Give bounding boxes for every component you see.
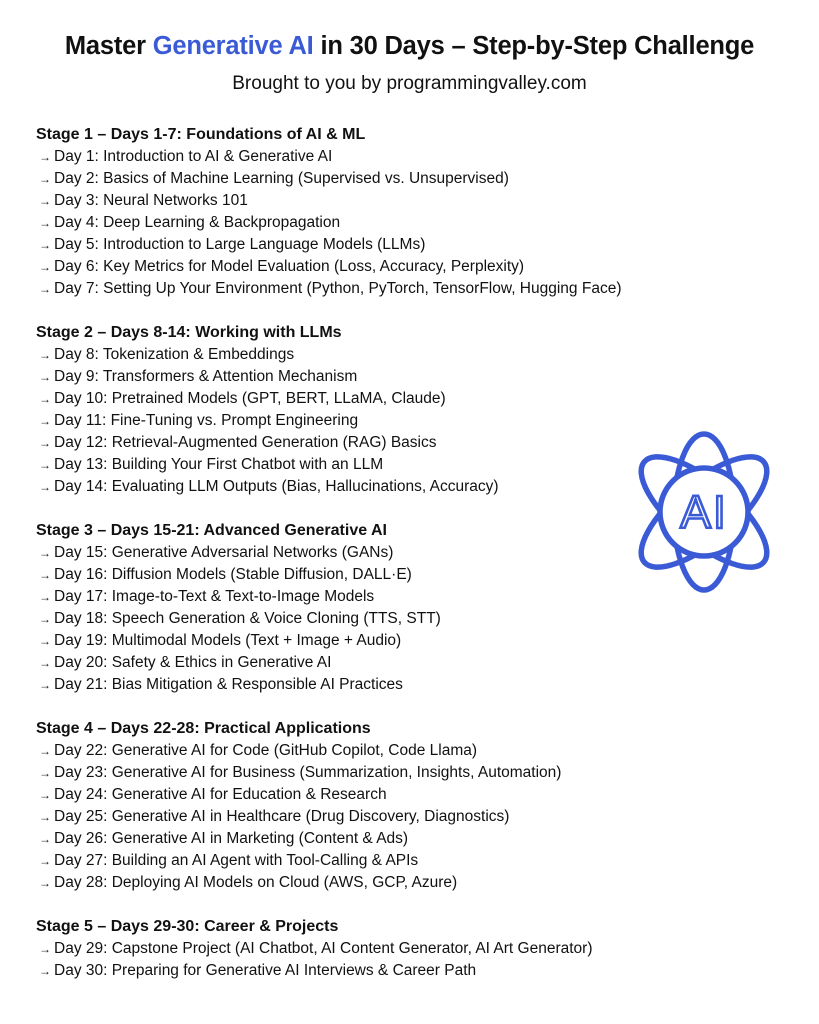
day-item — [36, 344, 616, 366]
day-item — [36, 630, 616, 652]
day-item — [36, 850, 616, 872]
day-item-text: Day 10: Pretrained Models (GPT, BERT, LLaMA, Claude) — [54, 390, 446, 407]
right-arrow-icon: → — [39, 678, 51, 692]
right-arrow-icon: → — [39, 876, 51, 890]
right-arrow-icon: → — [39, 194, 51, 208]
day-item — [36, 146, 616, 168]
stage-heading: Stage 2 – Days 8-14: Working with LLMs — [36, 324, 342, 341]
day-item — [36, 806, 616, 828]
right-arrow-icon: → — [39, 942, 51, 956]
right-arrow-icon: → — [39, 590, 51, 604]
day-item — [36, 762, 616, 784]
day-item — [36, 652, 616, 674]
right-arrow-icon: → — [39, 568, 51, 582]
day-item — [36, 960, 616, 982]
day-item-text: Day 6: Key Metrics for Model Evaluation (Loss, Accuracy, Perplexity) — [54, 258, 525, 275]
day-item-text: Day 29: Capstone Project (AI Chatbot, AI Content Generator, AI Art Generator) — [54, 940, 593, 957]
day-item-text: Day 26: Generative AI in Marketing (Content & Ads) — [54, 830, 409, 847]
right-arrow-icon: → — [39, 348, 51, 362]
right-arrow-icon: → — [39, 260, 51, 274]
day-item-text: Day 11: Fine-Tuning vs. Prompt Engineering — [54, 412, 359, 429]
page-title — [0, 32, 819, 61]
day-item — [36, 608, 616, 630]
right-arrow-icon: → — [39, 370, 51, 384]
day-item-text: Day 1: Introduction to AI & Generative AI — [54, 148, 333, 165]
day-item-text: Day 13: Building Your First Chatbot with an LLM — [54, 456, 384, 473]
right-arrow-icon: → — [39, 612, 51, 626]
right-arrow-icon: → — [39, 744, 51, 758]
day-item-text: Day 4: Deep Learning & Backpropagation — [54, 214, 341, 231]
title-accent: Generative AI — [152, 32, 314, 60]
day-item — [36, 454, 616, 476]
stage-heading: Stage 4 – Days 22-28: Practical Applications — [36, 720, 371, 737]
right-arrow-icon: → — [39, 964, 51, 978]
stage-block — [36, 520, 616, 696]
day-item — [36, 674, 616, 696]
right-arrow-icon: → — [39, 172, 51, 186]
right-arrow-icon: → — [39, 810, 51, 824]
right-arrow-icon: → — [39, 656, 51, 670]
day-item-text: Day 12: Retrieval-Augmented Generation (RAG) Basics — [54, 434, 437, 451]
day-item — [36, 740, 616, 762]
day-item — [36, 828, 616, 850]
stage-block — [36, 718, 616, 894]
day-item-text: Day 22: Generative AI for Code (GitHub Copilot, Code Llama) — [54, 742, 478, 759]
right-arrow-icon: → — [39, 766, 51, 780]
day-item — [36, 432, 616, 454]
day-item — [36, 190, 616, 212]
ai-atom-logo-icon — [620, 425, 788, 599]
title-prefix: Master — [64, 32, 153, 60]
day-item-text: Day 27: Building an AI Agent with Tool-Calling & APIs — [54, 852, 419, 869]
day-item-text: Day 17: Image-to-Text & Text-to-Image Models — [54, 588, 375, 605]
day-item — [36, 366, 616, 388]
day-item-text: Day 20: Safety & Ethics in Generative AI — [54, 654, 332, 671]
day-item-text: Day 7: Setting Up Your Environment (Python, PyTorch, TensorFlow, Hugging Face) — [54, 280, 622, 297]
day-item — [36, 476, 616, 498]
stage-heading: Stage 1 – Days 1-7: Foundations of AI & ML — [36, 126, 366, 143]
day-item — [36, 586, 616, 608]
day-item — [36, 872, 616, 894]
day-item — [36, 212, 616, 234]
title-suffix: in 30 Days – Step-by-Step Challenge — [313, 32, 755, 60]
right-arrow-icon: → — [39, 150, 51, 164]
right-arrow-icon: → — [39, 832, 51, 846]
day-item — [36, 388, 616, 410]
right-arrow-icon: → — [39, 282, 51, 296]
right-arrow-icon: → — [39, 634, 51, 648]
day-item-text: Day 25: Generative AI in Healthcare (Drug Discovery, Diagnostics) — [54, 808, 510, 825]
day-item — [36, 564, 616, 586]
day-item — [36, 938, 616, 960]
right-arrow-icon: → — [39, 238, 51, 252]
right-arrow-icon: → — [39, 480, 51, 494]
day-item — [36, 278, 622, 300]
day-item — [36, 168, 616, 190]
day-item-text: Day 28: Deploying AI Models on Cloud (AWS, GCP, Azure) — [54, 874, 458, 891]
right-arrow-icon: → — [39, 546, 51, 560]
day-item-text: Day 5: Introduction to Large Language Models (LLMs) — [54, 236, 426, 253]
right-arrow-icon: → — [39, 414, 51, 428]
stage-block — [36, 916, 616, 982]
day-item-text: Day 19: Multimodal Models (Text + Image + Audio) — [54, 632, 402, 649]
right-arrow-icon: → — [39, 436, 51, 450]
stage-heading: Stage 3 – Days 15-21: Advanced Generative AI — [36, 522, 387, 539]
day-item-text: Day 2: Basics of Machine Learning (Supervised vs. Unsupervised) — [54, 170, 509, 187]
page-subtitle: Brought to you by programmingvalley.com — [232, 73, 587, 94]
day-item-text: Day 14: Evaluating LLM Outputs (Bias, Hallucinations, Accuracy) — [54, 478, 499, 495]
stage-block — [36, 124, 622, 300]
day-item-text: Day 15: Generative Adversarial Networks (GANs) — [54, 544, 394, 561]
day-item — [36, 542, 616, 564]
day-item — [36, 234, 616, 256]
logo-text: AI — [680, 486, 728, 538]
right-arrow-icon: → — [39, 788, 51, 802]
day-item — [36, 784, 616, 806]
right-arrow-icon: → — [39, 458, 51, 472]
stage-heading: Stage 5 – Days 29-30: Career & Projects — [36, 918, 339, 935]
right-arrow-icon: → — [39, 216, 51, 230]
day-item-text: Day 9: Transformers & Attention Mechanism — [54, 368, 358, 385]
day-item-text: Day 3: Neural Networks 101 — [54, 192, 248, 209]
stage-list — [36, 124, 622, 1004]
day-item-text: Day 8: Tokenization & Embeddings — [54, 346, 295, 363]
day-item-text: Day 16: Diffusion Models (Stable Diffusion, DALL·E) — [54, 566, 412, 583]
day-item — [36, 410, 616, 432]
day-item-text: Day 24: Generative AI for Education & Research — [54, 786, 387, 803]
right-arrow-icon: → — [39, 854, 51, 868]
day-item-text: Day 18: Speech Generation & Voice Cloning (TTS, STT) — [54, 610, 441, 627]
day-item-text: Day 21: Bias Mitigation & Responsible AI Practices — [54, 676, 403, 693]
day-item-text: Day 30: Preparing for Generative AI Interviews & Career Path — [54, 962, 477, 979]
day-item — [36, 256, 616, 278]
right-arrow-icon: → — [39, 392, 51, 406]
day-item-text: Day 23: Generative AI for Business (Summarization, Insights, Automation) — [54, 764, 562, 781]
stage-block — [36, 322, 616, 498]
